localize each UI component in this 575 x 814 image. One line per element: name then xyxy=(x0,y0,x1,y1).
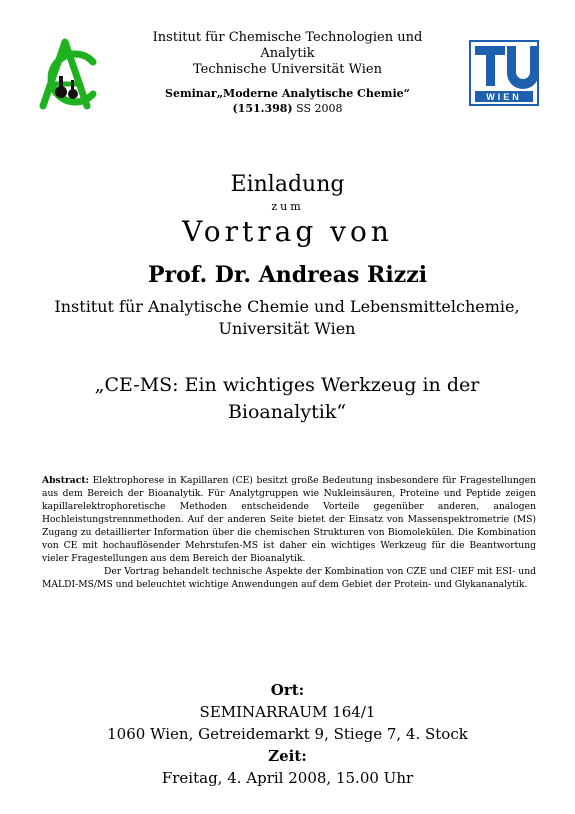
seminar-title: „Moderne Analytische Chemie“ xyxy=(216,87,410,100)
affiliation-line-1: Institut für Analytische Chemie und Lebensmittelchemie, xyxy=(54,297,520,316)
invitation-zum: zum xyxy=(271,200,304,213)
institute-line-3: Technische Universität Wien xyxy=(193,62,382,77)
event-datetime: Freitag, 4. April 2008, 15.00 Uhr xyxy=(161,769,414,787)
invitation-vortrag: Vortrag von xyxy=(182,215,393,248)
abstract-text-1: Elektrophorese in Kapillaren (CE) besitzt große Bedeutung insbesondere für Fragestellungen aus dem Bereich der Bioanalytik. Für Analytgruppen wie Nukleinsäuren, Proteine und Peptide zeigen kapillarelektrophoretische Methoden entscheidende Vorteile gegenüber anderen, analogen Hochleistungstrennmethoden. Auf der anderen Seite bietet der Einsatz von Massenspektrometrie (MS) Zugang zu detaillierter Information über die chemischen Strukturen von Biomolekülen. Die Kombination von CE mit hochauflösender Mehrstufen-MS ist daher ein wichtiges Werkzeug für die Beantwortung vieler Fragestellungen aus dem Bereich der Bioanalytik. xyxy=(42,475,536,564)
talk-title-line-1: „CE-MS: Ein wichtiges Werkzeug in der xyxy=(94,374,480,396)
abstract-label: Abstract: xyxy=(42,475,89,486)
time-label: Zeit: xyxy=(268,747,307,765)
event-details xyxy=(0,679,575,789)
institute-header xyxy=(120,30,455,116)
seminar-info xyxy=(120,86,455,116)
seminar-label: Seminar xyxy=(165,87,217,100)
tu-logo-wien-text: WIEN xyxy=(486,92,522,102)
talk-title-line-2: Bioanalytik“ xyxy=(227,401,347,423)
semester: SS 2008 xyxy=(296,102,343,115)
icta-logo xyxy=(35,36,103,110)
speaker-affiliation xyxy=(27,296,547,340)
speaker-name: Prof. Dr. Andreas Rizzi xyxy=(147,262,428,288)
invitation-heading: Einladung xyxy=(230,172,345,197)
abstract-paragraph-1 xyxy=(42,474,536,565)
talk-title xyxy=(52,372,522,426)
course-number: (151.398) xyxy=(232,102,293,115)
institute-line-2: Analytik xyxy=(260,46,315,61)
affiliation-line-2: Universität Wien xyxy=(218,319,356,338)
abstract-paragraph-2: Der Vortrag behandelt technische Aspekte der Kombination von CZE und CIEF mit ESI- und MALDI-MS/MS und beleuchtet wichtige Anwendungen auf dem Gebiet der Protein- und Glykananalytik. xyxy=(42,566,536,590)
tu-wien-logo xyxy=(469,40,539,106)
location-label: Ort: xyxy=(270,681,305,699)
abstract xyxy=(42,474,536,591)
institute-line-1: Institut für Chemische Technologien und xyxy=(152,30,423,45)
location-room: SEMINARRAUM 164/1 xyxy=(199,703,376,721)
location-address: 1060 Wien, Getreidemarkt 9, Stiege 7, 4. Stock xyxy=(107,725,468,743)
